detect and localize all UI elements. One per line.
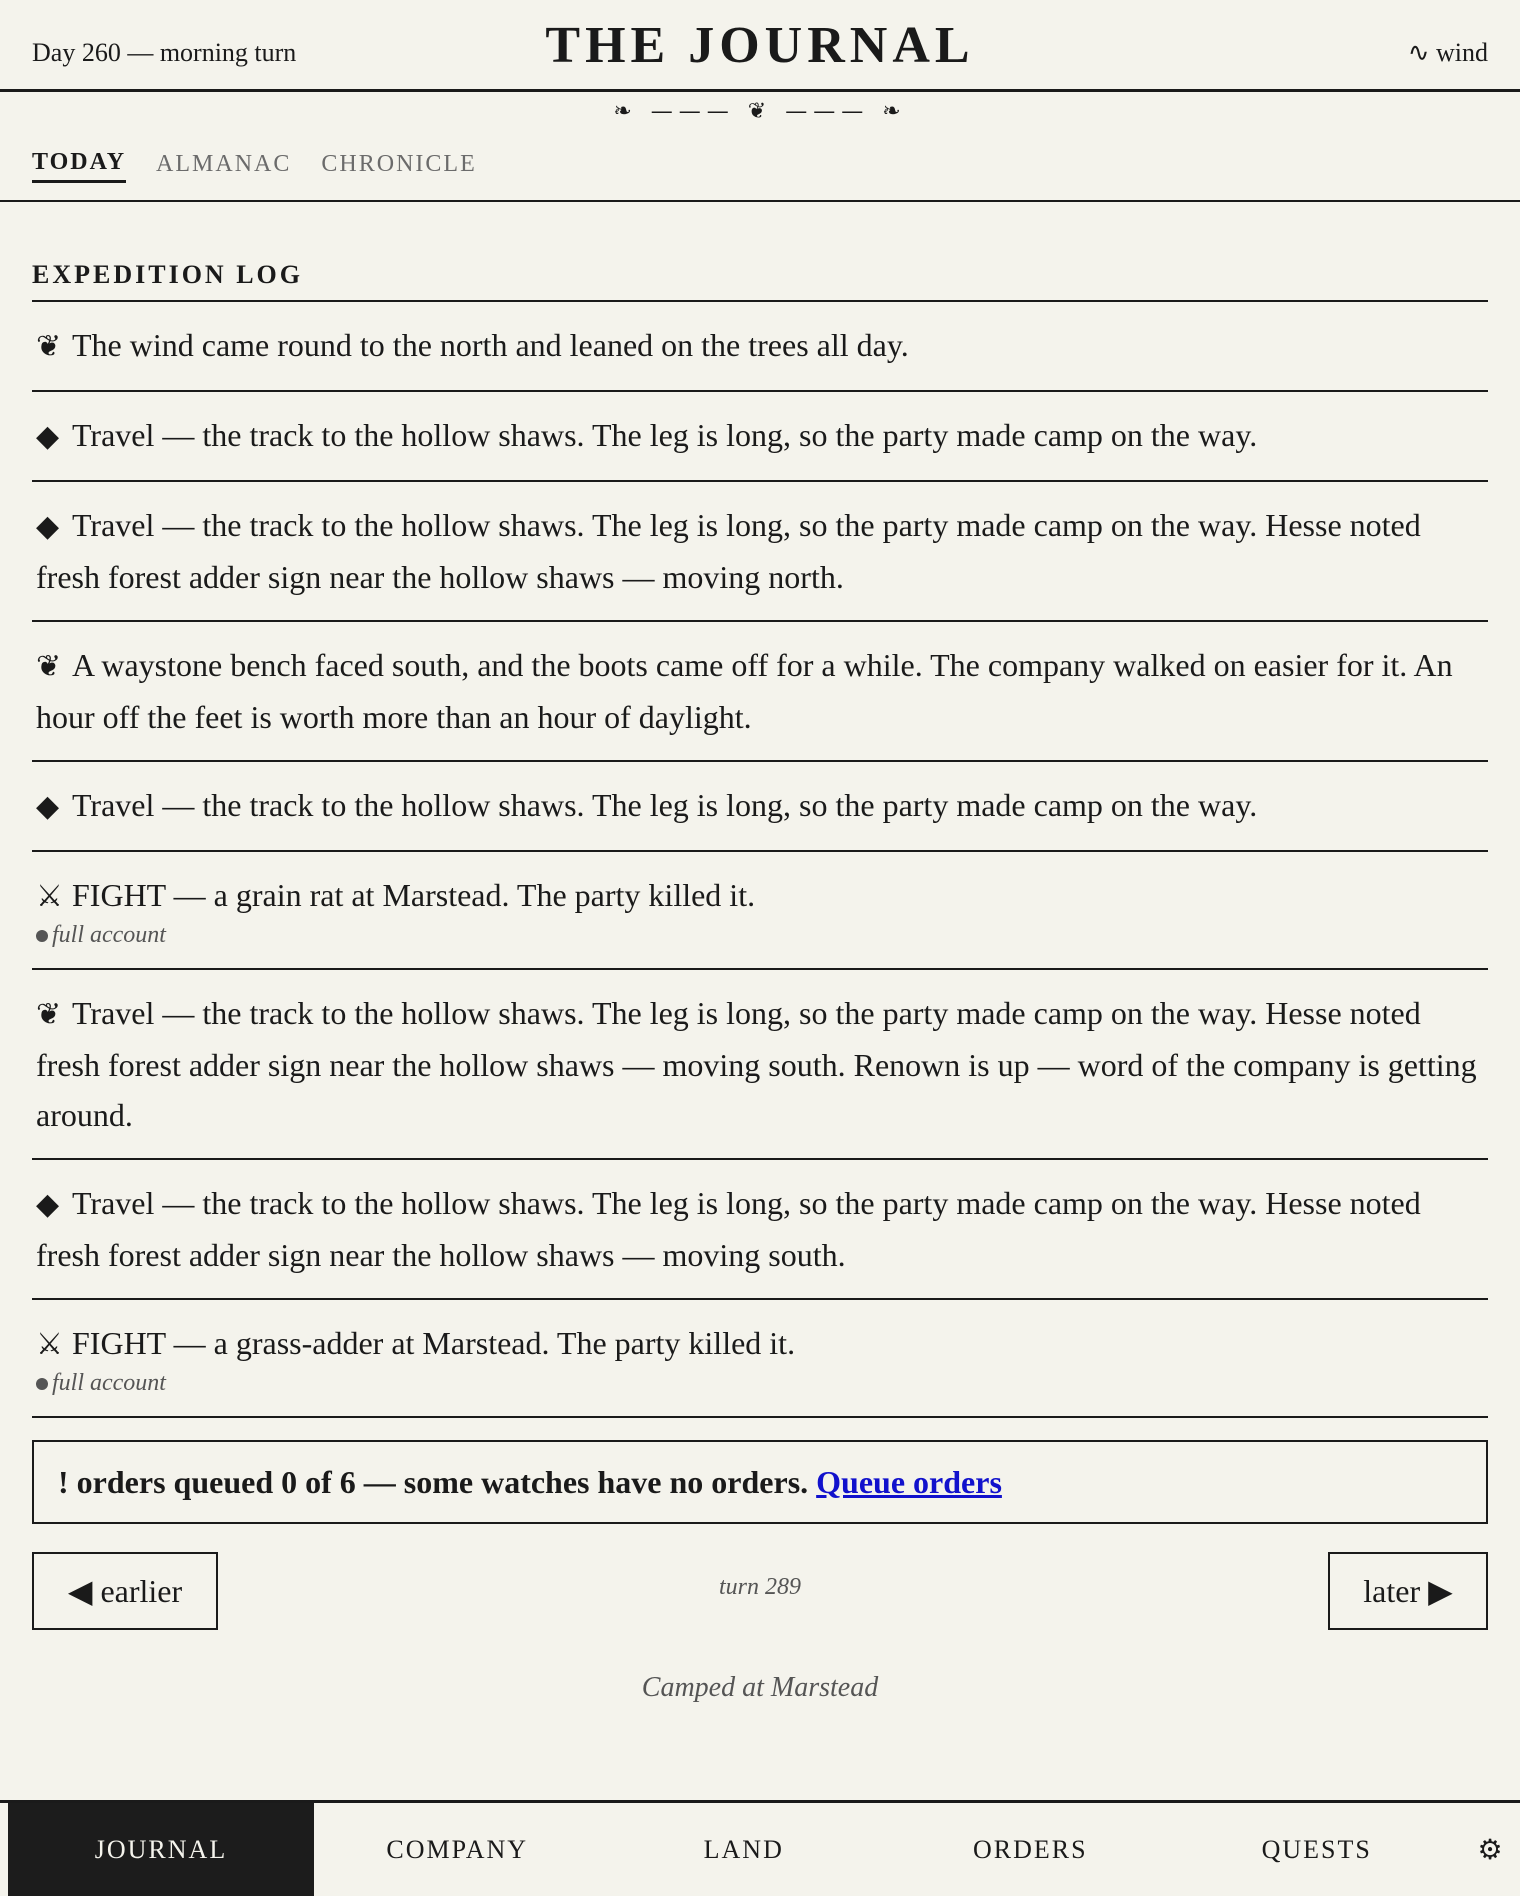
bottom-nav	[0, 1800, 1520, 1896]
leaf-icon: ❦	[36, 650, 62, 683]
tab-almanac[interactable]: ALMANAC	[156, 150, 292, 177]
crossed-swords-icon: ⚔	[36, 880, 63, 913]
log-text: Travel — the track to the hollow shaws. The leg is long, so the party made camp on the way.	[72, 417, 1258, 453]
orders-warning	[32, 1440, 1488, 1524]
nav-land[interactable]: LAND	[703, 1834, 784, 1864]
bullet-icon	[36, 1378, 48, 1390]
log-entry	[32, 392, 1488, 482]
log-text: Travel — the track to the hollow shaws. The leg is long, so the party made camp on the way. Hesse noted fresh forest adder sign near the hollow shaws — moving north.	[36, 507, 1421, 595]
full-account-label: full account	[52, 1370, 166, 1396]
gear-icon[interactable]: ⚙	[1477, 1833, 1503, 1866]
crossed-swords-icon: ⚔	[36, 1328, 63, 1361]
camp-status: Camped at Marstead	[641, 1672, 879, 1703]
tab-chronicle[interactable]: CHRONICLE	[321, 150, 477, 177]
nav-company[interactable]: COMPANY	[386, 1834, 529, 1864]
log-entry	[32, 302, 1488, 392]
later-button[interactable]: later ▶	[1328, 1552, 1488, 1630]
section-title: EXPEDITION LOG	[32, 260, 1488, 302]
diamond-icon: ◆	[36, 420, 60, 453]
turn-pager	[32, 1552, 1488, 1630]
turn-label: turn 289	[718, 1574, 801, 1600]
ornament-divider: ❧ ——— ❦ ——— ❧	[613, 99, 907, 124]
masthead	[0, 0, 1520, 92]
log-entry	[32, 482, 1488, 622]
log-entry	[32, 762, 1488, 852]
tab-bar	[0, 132, 1520, 202]
main-content	[0, 260, 1520, 1704]
full-account-label: full account	[52, 922, 166, 948]
wind-icon: ∿	[1407, 38, 1430, 67]
full-account-link[interactable]	[36, 920, 1484, 950]
weather-label: wind	[1436, 38, 1488, 67]
diamond-icon: ◆	[36, 1188, 60, 1221]
log-entry	[32, 622, 1488, 762]
leaf-icon: ❦	[36, 998, 62, 1031]
diamond-icon: ◆	[36, 510, 60, 543]
log-text: Travel — the track to the hollow shaws. The leg is long, so the party made camp on the way.	[72, 787, 1258, 823]
nav-orders[interactable]: ORDERS	[972, 1834, 1088, 1864]
earlier-button[interactable]: ◀ earlier	[32, 1552, 218, 1630]
orders-warning-text: ! orders queued 0 of 6 — some watches have no orders.	[58, 1463, 809, 1500]
full-account-link[interactable]	[36, 1368, 1484, 1398]
diamond-icon: ◆	[36, 790, 60, 823]
log-text: FIGHT — a grass-adder at Marstead. The party killed it.	[72, 1325, 796, 1361]
day-label: Day 260 — morning turn	[32, 38, 297, 67]
nav-quests[interactable]: QUESTS	[1261, 1834, 1372, 1864]
log-entry-fight	[32, 1300, 1488, 1418]
log-text: The wind came round to the north and leaned on the trees all day.	[72, 327, 909, 363]
log-entry-fight	[32, 852, 1488, 970]
tab-today[interactable]: TODAY	[32, 149, 126, 183]
leaf-icon: ❦	[36, 330, 62, 363]
log-text: Travel — the track to the hollow shaws. The leg is long, so the party made camp on the way. Hesse noted fresh forest adder sign near the hollow shaws — moving south.	[36, 1185, 1421, 1273]
page-title: THE JOURNAL	[545, 17, 975, 74]
weather-indicator	[1408, 38, 1488, 68]
log-text: A waystone bench faced south, and the boots came off for a while. The company walked on easier for it. An hour off the feet is worth more than an hour of daylight.	[36, 647, 1453, 735]
log-entry	[32, 1160, 1488, 1300]
log-text: FIGHT — a grain rat at Marstead. The party killed it.	[72, 877, 756, 913]
queue-orders-link[interactable]: Queue orders	[816, 1463, 1002, 1500]
nav-journal[interactable]: JOURNAL	[8, 1803, 314, 1896]
bullet-icon	[36, 930, 48, 942]
log-text: Travel — the track to the hollow shaws. The leg is long, so the party made camp on the way. Hesse noted fresh forest adder sign near the hollow shaws — moving south. Renown is up — word of the company is getting around.	[36, 995, 1477, 1133]
log-entry	[32, 970, 1488, 1160]
expedition-log	[32, 302, 1488, 1418]
